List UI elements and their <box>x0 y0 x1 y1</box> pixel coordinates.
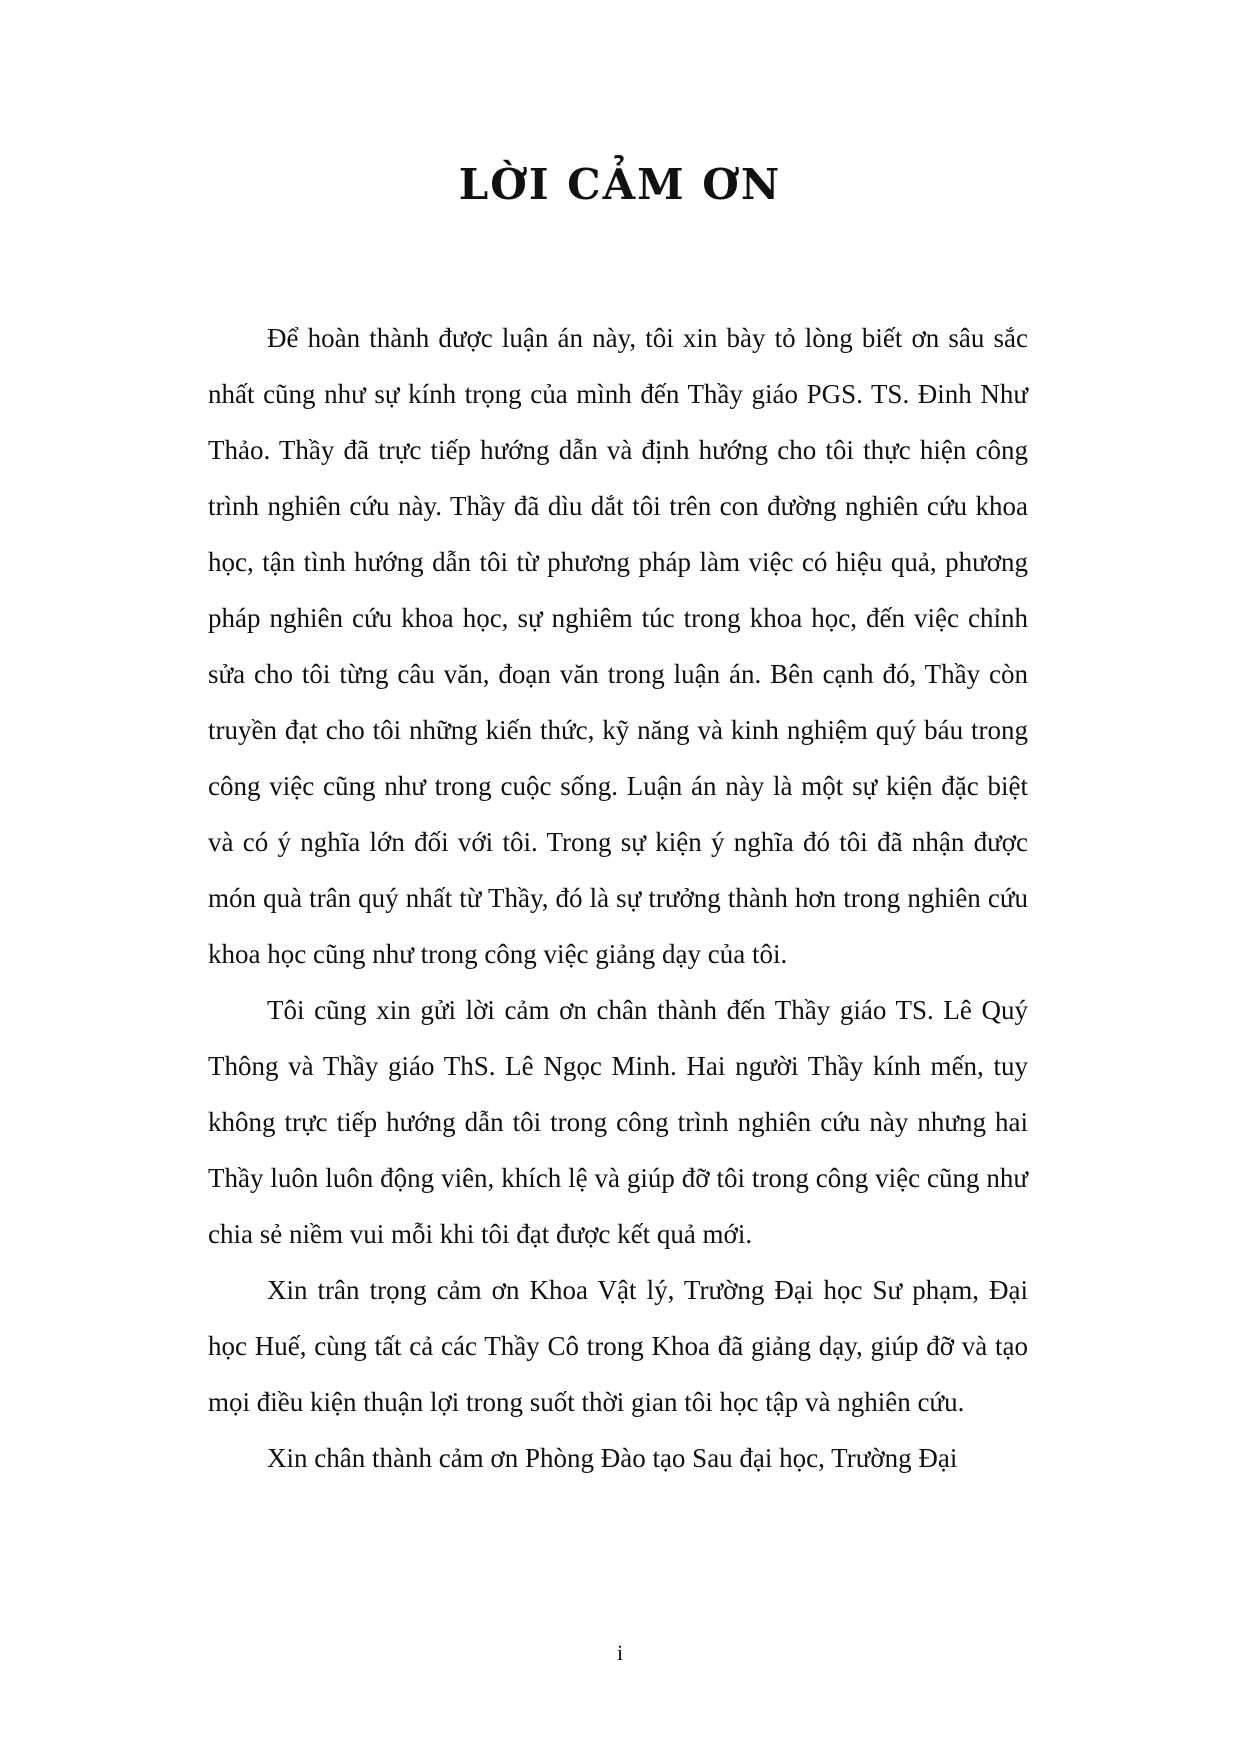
paragraph-3: Xin trân trọng cảm ơn Khoa Vật lý, Trường Đại học Sư phạm, Đại học Huế, cùng tất cả các Thầy Cô trong Khoa đã giảng dạy, giúp đỡ và tạo mọi điều kiện thuận lợi trong suốt thời gian tôi học tập và nghiên cứu. <box>208 1275 1028 1417</box>
page-number: i <box>616 1640 624 1665</box>
paragraph-1: Để hoàn thành được luận án này, tôi xin bày tỏ lòng biết ơn sâu sắc nhất cũng như sự kính trọng của mình đến Thầy giáo PGS. TS. Đinh Như Thảo. Thầy đã trực tiếp hướng dẫn và định hướng cho tôi thực hiện công trình nghiên cứu này. Thầy đã dìu dắt tôi trên con đường nghiên cứu khoa học, tận tình hướng dẫn tôi từ phương pháp làm việc có hiệu quả, phương pháp nghiên cứu khoa học, sự nghiêm túc trong khoa học, đến việc chỉnh sửa cho tôi từng câu văn, đoạn văn trong luận án. Bên cạnh đó, Thầy còn truyền đạt cho tôi những kiến thức, kỹ năng và kinh nghiệm quý báu trong công việc cũng như trong cuộc sống. Luận án này là một sự kiện đặc biệt và có ý nghĩa lớn đối với tôi. Trong sự kiện ý nghĩa đó tôi đã nhận được món quà trân quý nhất từ Thầy, đó là sự trưởng thành hơn trong nghiên cứu khoa học cũng như trong công việc giảng dạy của tôi. <box>208 323 1028 969</box>
acknowledgement-body <box>208 310 1028 1486</box>
page-title: LỜI CẢM ƠN <box>458 160 782 209</box>
paragraph-2: Tôi cũng xin gửi lời cảm ơn chân thành đến Thầy giáo TS. Lê Quý Thông và Thầy giáo ThS. Lê Ngọc Minh. Hai người Thầy kính mến, tuy không trực tiếp hướng dẫn tôi trong công trình nghiên cứu này nhưng hai Thầy luôn luôn động viên, khích lệ và giúp đỡ tôi trong công việc cũng như chia sẻ niềm vui mỗi khi tôi đạt được kết quả mới. <box>208 995 1028 1249</box>
paragraph-4: Xin chân thành cảm ơn Phòng Đào tạo Sau đại học, Trường Đại <box>267 1443 958 1473</box>
